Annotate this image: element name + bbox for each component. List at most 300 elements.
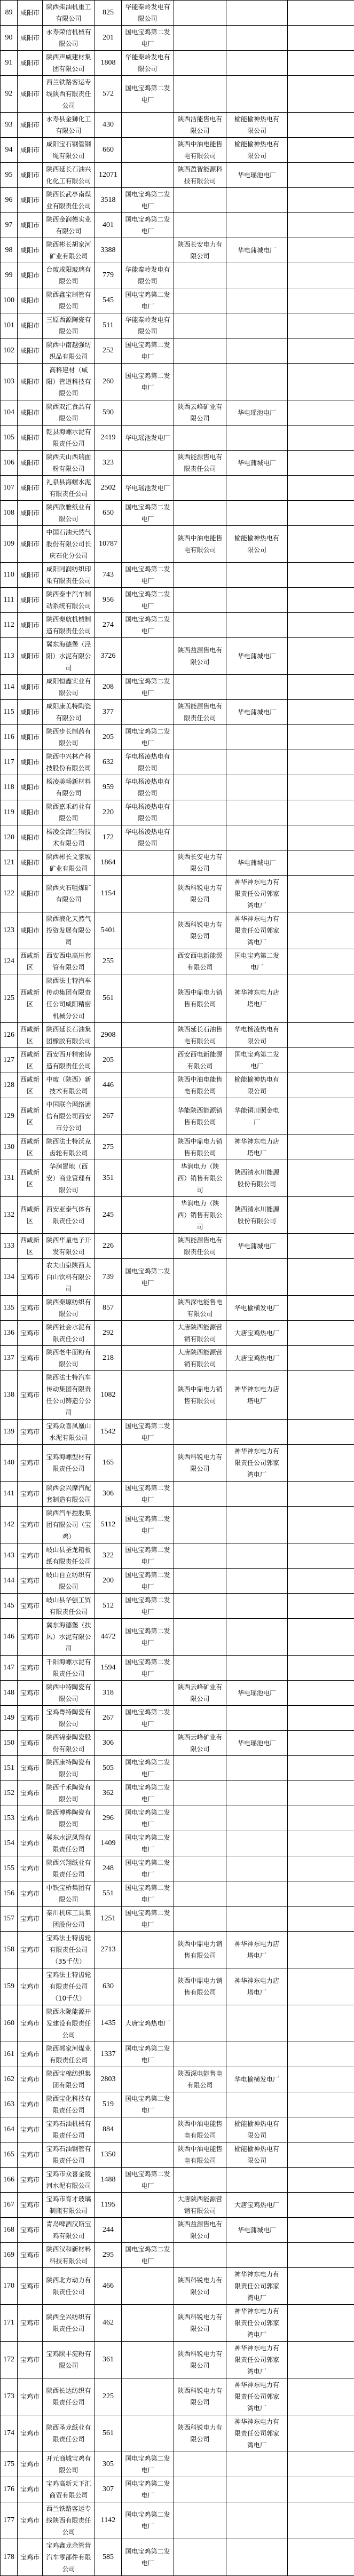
volume-cell: 1488 bbox=[95, 2168, 122, 2193]
direct-plant-cell: 国电宝鸡第二发电厂 bbox=[122, 725, 174, 750]
table-row bbox=[1, 638, 354, 675]
plant-cell bbox=[226, 2477, 288, 2502]
plant-cell: 神华神东电力店塔电厂 bbox=[226, 1371, 288, 1420]
company-cell: 台玻咸阳玻璃有限公司 bbox=[43, 263, 95, 288]
seller-cell: 大唐陕西能源营销有限公司 bbox=[174, 2193, 226, 2218]
volume-cell: 630 bbox=[95, 1968, 122, 2005]
company-cell: 陕西中特陶瓷有限公司 bbox=[43, 1681, 95, 1706]
row-number-cell: 163 bbox=[1, 2092, 18, 2117]
direct-plant-cell: 国电宝鸡第二发电厂 bbox=[122, 213, 174, 238]
seller-cell bbox=[174, 2452, 226, 2477]
blank-cell bbox=[288, 338, 354, 364]
row-number-cell: 114 bbox=[1, 675, 18, 700]
seller-cell: 西安西电新能源有限公司 bbox=[174, 1048, 226, 1073]
direct-plant-cell: 国电宝鸡第二发电厂 bbox=[122, 2452, 174, 2477]
row-number-cell: 178 bbox=[1, 2539, 18, 2576]
seller-cell: 西安西电新能源有限公司 bbox=[174, 949, 226, 974]
region-cell: 咸阳市 bbox=[18, 638, 43, 675]
row-number-cell: 94 bbox=[1, 138, 18, 163]
volume-cell: 956 bbox=[95, 588, 122, 613]
blank-cell bbox=[288, 1856, 354, 1881]
plant-cell: 神华神东电力有限责任公司郭家湾电厂 bbox=[226, 876, 288, 912]
region-cell: 咸阳市 bbox=[18, 364, 43, 400]
volume-cell: 1409 bbox=[95, 1831, 122, 1856]
seller-cell bbox=[174, 1569, 226, 1594]
blank-cell bbox=[288, 1135, 354, 1160]
table-row bbox=[1, 288, 354, 313]
table-row bbox=[1, 2218, 354, 2243]
plant-cell bbox=[226, 1594, 288, 1619]
seller-cell: 陕西中油电能售电有限公司 bbox=[174, 2142, 226, 2168]
plant-cell bbox=[226, 1420, 288, 1445]
row-number-cell: 105 bbox=[1, 426, 18, 451]
table-row bbox=[1, 675, 354, 700]
row-number-cell: 104 bbox=[1, 400, 18, 426]
region-cell: 西咸新区 bbox=[18, 1234, 43, 1259]
company-cell: 陕西宝化科技有限责任公司 bbox=[43, 2092, 95, 2117]
plant-cell: 华电蒲城电厂 bbox=[226, 638, 288, 675]
company-cell: 陕西长武亭南煤业有限责任公司 bbox=[43, 188, 95, 213]
seller-cell: 陕西中油电能售电有限公司 bbox=[174, 1073, 226, 1098]
seller-cell: 陕西中油电能售电有限公司 bbox=[174, 526, 226, 563]
plant-cell: 大唐宝鸡热电厂 bbox=[226, 1321, 288, 1346]
volume-cell: 292 bbox=[95, 1321, 122, 1346]
blank-cell bbox=[288, 1346, 354, 1371]
region-cell: 咸阳市 bbox=[18, 501, 43, 526]
plant-cell bbox=[226, 775, 288, 800]
seller-cell: 陕西中鼎电力销售有限公司 bbox=[174, 1135, 226, 1160]
direct-plant-cell bbox=[122, 912, 174, 949]
region-cell: 宝鸡市 bbox=[18, 2092, 43, 2117]
company-cell: 陕西博桦陶瓷有限公司 bbox=[43, 1806, 95, 1831]
seller-cell: 陕西科锐电力有限公司 bbox=[174, 876, 226, 912]
blank-cell bbox=[288, 1781, 354, 1806]
volume-cell: 511 bbox=[95, 313, 122, 338]
table-row bbox=[1, 2092, 354, 2117]
row-number-cell: 124 bbox=[1, 949, 18, 974]
region-cell: 宝鸡市 bbox=[18, 2452, 43, 2477]
company-cell: 三原西源陶瓷有限公司 bbox=[43, 313, 95, 338]
company-cell: 陕西中兴林产科技股份有限公司 bbox=[43, 750, 95, 775]
row-number-cell: 111 bbox=[1, 588, 18, 613]
direct-plant-cell: 国电宝鸡第二发电厂 bbox=[122, 1594, 174, 1619]
row-number-cell: 133 bbox=[1, 1234, 18, 1259]
seller-cell bbox=[174, 2005, 226, 2042]
direct-plant-cell bbox=[122, 2415, 174, 2452]
plant-cell: 华电瑶池电厂 bbox=[226, 163, 288, 188]
company-cell: 宝鸡众喜凤凰山水泥有限公司 bbox=[43, 1420, 95, 1445]
seller-cell: 陕西能源售电有限责任公司 bbox=[174, 700, 226, 725]
row-number-cell: 137 bbox=[1, 1346, 18, 1371]
direct-plant-cell: 国电宝鸡第二发电厂 bbox=[122, 501, 174, 526]
company-cell: 陕西法士特汽车传动集团有限责任公司咸阳精密机械分公司 bbox=[43, 974, 95, 1023]
company-cell: 千阳海螺水泥有限责任公司 bbox=[43, 1656, 95, 1681]
company-cell: 陕西康特陶瓷有限公司 bbox=[43, 1756, 95, 1781]
row-number-cell: 118 bbox=[1, 775, 18, 800]
direct-plant-cell bbox=[122, 1197, 174, 1234]
volume-cell: 1864 bbox=[95, 850, 122, 876]
table-row bbox=[1, 1259, 354, 1296]
plant-cell bbox=[226, 1831, 288, 1856]
table-row bbox=[1, 2067, 354, 2092]
row-number-cell: 112 bbox=[1, 613, 18, 638]
direct-plant-cell bbox=[122, 1048, 174, 1073]
region-cell: 咸阳市 bbox=[18, 313, 43, 338]
plant-cell bbox=[226, 1619, 288, 1656]
region-cell: 咸阳市 bbox=[18, 563, 43, 588]
volume-cell: 466 bbox=[95, 2268, 122, 2305]
volume-cell: 572 bbox=[95, 76, 122, 113]
region-cell: 宝鸡市 bbox=[18, 1706, 43, 1731]
seller-cell: 华润电力（陕西）销售有限公司 bbox=[174, 1197, 226, 1234]
blank-cell bbox=[288, 675, 354, 700]
blank-cell bbox=[288, 2268, 354, 2305]
seller-cell bbox=[174, 675, 226, 700]
company-cell: 宝鸡鑫龙余管营汽车零部件有限公司 bbox=[43, 2539, 95, 2576]
direct-plant-cell bbox=[122, 1160, 174, 1197]
volume-cell: 306 bbox=[95, 1731, 122, 1756]
region-cell: 宝鸡市 bbox=[18, 1482, 43, 1507]
blank-cell bbox=[288, 1569, 354, 1594]
blank-cell bbox=[288, 2117, 354, 2142]
volume-cell: 561 bbox=[95, 974, 122, 1023]
seller-cell: 陕西能源售电有限责任公司 bbox=[174, 1234, 226, 1259]
plant-cell bbox=[226, 426, 288, 451]
table-row bbox=[1, 476, 354, 501]
region-cell: 宝鸡市 bbox=[18, 1371, 43, 1420]
plant-cell: 华电榆横发电厂 bbox=[226, 1296, 288, 1321]
seller-cell bbox=[174, 1856, 226, 1881]
company-cell: 陕西永陇能源开发建设有限责任公司 bbox=[43, 2005, 95, 2042]
seller-cell bbox=[174, 2092, 226, 2117]
direct-plant-cell: 国电宝鸡第二发电厂 bbox=[122, 364, 174, 400]
company-cell: 咸阳康美特陶瓷有限公司 bbox=[43, 700, 95, 725]
plant-cell: 神华神东电力店塔电厂 bbox=[226, 1968, 288, 2005]
volume-cell: 519 bbox=[95, 2092, 122, 2117]
region-cell: 宝鸡市 bbox=[18, 1756, 43, 1781]
volume-cell: 245 bbox=[95, 1197, 122, 1234]
company-cell: 杨凌美畅新材料有限公司 bbox=[43, 775, 95, 800]
company-cell: 陕西千禾陶瓷有限公司 bbox=[43, 1781, 95, 1806]
blank-cell bbox=[288, 1259, 354, 1296]
plant-cell: 大唐宝鸡热电厂 bbox=[226, 2193, 288, 2218]
region-cell: 宝鸡市 bbox=[18, 1445, 43, 1482]
region-cell: 咸阳市 bbox=[18, 700, 43, 725]
direct-plant-cell: 国电宝鸡第二发电厂 bbox=[122, 1656, 174, 1681]
direct-plant-cell: 国电宝鸡第二发电厂 bbox=[122, 2477, 174, 2502]
volume-cell: 208 bbox=[95, 675, 122, 700]
region-cell: 宝鸡市 bbox=[18, 2477, 43, 2502]
plant-cell bbox=[226, 1482, 288, 1507]
region-cell: 咸阳市 bbox=[18, 912, 43, 949]
blank-cell bbox=[288, 613, 354, 638]
plant-cell bbox=[226, 213, 288, 238]
row-number-cell: 130 bbox=[1, 1135, 18, 1160]
plant-cell: 华电杨凌热电有限公司 bbox=[226, 1023, 288, 1048]
region-cell: 宝鸡市 bbox=[18, 2042, 43, 2067]
company-cell: 咸阳同润纺织印染有限责任公司 bbox=[43, 563, 95, 588]
table-row bbox=[1, 1543, 354, 1569]
plant-cell: 华电蒲城电厂 bbox=[226, 238, 288, 263]
blank-cell bbox=[288, 476, 354, 501]
row-number-cell: 119 bbox=[1, 800, 18, 825]
plant-cell: 神华神东电力有限责任公司郭家湾电厂 bbox=[226, 2305, 288, 2342]
plant-cell: 华电榆横发电厂 bbox=[226, 2067, 288, 2092]
seller-cell: 陕西云峰矿业有限公司 bbox=[174, 400, 226, 426]
blank-cell bbox=[288, 1681, 354, 1706]
seller-cell: 陕西科锐电力有限公司 bbox=[174, 2268, 226, 2305]
table-row bbox=[1, 2539, 354, 2576]
company-cell: 陕西兴翔纸业有限责任公司 bbox=[43, 1856, 95, 1881]
volume-cell: 307 bbox=[95, 2477, 122, 2502]
direct-plant-cell: 华电杨凌热电有限公司 bbox=[122, 800, 174, 825]
table-row bbox=[1, 850, 354, 876]
seller-cell bbox=[174, 76, 226, 113]
row-number-cell: 161 bbox=[1, 2042, 18, 2067]
table-body bbox=[1, 1, 354, 2576]
blank-cell bbox=[288, 1321, 354, 1346]
volume-cell: 446 bbox=[95, 1073, 122, 1098]
region-cell: 咸阳市 bbox=[18, 750, 43, 775]
direct-plant-cell: 大唐宝鸡热电厂 bbox=[122, 2005, 174, 2042]
seller-cell bbox=[174, 2539, 226, 2576]
region-cell: 宝鸡市 bbox=[18, 1543, 43, 1569]
seller-cell: 陕西云峰矿业有限公司 bbox=[174, 1681, 226, 1706]
direct-plant-cell: 华电瑶池发电厂 bbox=[122, 426, 174, 451]
direct-plant-cell: 国电宝鸡第二发电厂 bbox=[122, 1543, 174, 1569]
plant-cell bbox=[226, 1907, 288, 1932]
direct-plant-cell bbox=[122, 1234, 174, 1259]
plant-cell: 华电瑶池电厂 bbox=[226, 400, 288, 426]
company-cell: 宝鸡陕丰淀粉有限公司 bbox=[43, 2342, 95, 2378]
company-cell: 陕西华星电子开发有限公司 bbox=[43, 1234, 95, 1259]
direct-plant-cell bbox=[122, 2342, 174, 2378]
region-cell: 宝鸡市 bbox=[18, 2415, 43, 2452]
table-row bbox=[1, 2168, 354, 2193]
seller-cell bbox=[174, 1907, 226, 1932]
seller-cell: 陕西能源售电有限责任公司 bbox=[174, 451, 226, 476]
seller-cell bbox=[174, 1881, 226, 1907]
direct-plant-cell bbox=[122, 2067, 174, 2092]
row-number-cell: 90 bbox=[1, 26, 18, 51]
volume-cell: 743 bbox=[95, 563, 122, 588]
direct-plant-cell: 国电宝鸡第二发电厂 bbox=[122, 1507, 174, 1543]
row-number-cell: 140 bbox=[1, 1445, 18, 1482]
table-row bbox=[1, 912, 354, 949]
row-number-cell: 156 bbox=[1, 1881, 18, 1907]
table-row bbox=[1, 775, 354, 800]
volume-cell: 884 bbox=[95, 2117, 122, 2142]
row-number-cell: 106 bbox=[1, 451, 18, 476]
table-row bbox=[1, 563, 354, 588]
blank-cell bbox=[288, 1073, 354, 1098]
table-row bbox=[1, 750, 354, 775]
seller-cell bbox=[174, 775, 226, 800]
plant-cell: 陕西清水川能源股份有限公司 bbox=[226, 1197, 288, 1234]
seller-cell bbox=[174, 750, 226, 775]
table-row bbox=[1, 1420, 354, 1445]
company-cell: 岐山县华强工贸有限责任公司 bbox=[43, 1594, 95, 1619]
blank-cell bbox=[288, 1968, 354, 2005]
direct-plant-cell bbox=[122, 2268, 174, 2305]
region-cell: 宝鸡市 bbox=[18, 1420, 43, 1445]
seller-cell: 华能陕西能源销售有限公司 bbox=[174, 1098, 226, 1135]
plant-cell bbox=[226, 1259, 288, 1296]
table-row bbox=[1, 725, 354, 750]
seller-cell: 大唐陕西能源营销有限公司 bbox=[174, 1346, 226, 1371]
seller-cell: 陕西益源售电有限公司 bbox=[174, 2218, 226, 2243]
plant-cell bbox=[226, 1856, 288, 1881]
plant-cell bbox=[226, 288, 288, 313]
table-row bbox=[1, 2142, 354, 2168]
company-cell: 陕西金润德实业有限公司 bbox=[43, 213, 95, 238]
table-row bbox=[1, 1731, 354, 1756]
direct-plant-cell bbox=[122, 2305, 174, 2342]
seller-cell: 陕西科锐电力有限公司 bbox=[174, 912, 226, 949]
seller-cell bbox=[174, 288, 226, 313]
direct-plant-cell bbox=[122, 1445, 174, 1482]
row-number-cell: 96 bbox=[1, 188, 18, 213]
region-cell: 西咸新区 bbox=[18, 1160, 43, 1197]
row-number-cell: 174 bbox=[1, 2415, 18, 2452]
row-number-cell: 99 bbox=[1, 263, 18, 288]
row-number-cell: 121 bbox=[1, 850, 18, 876]
row-number-cell: 109 bbox=[1, 526, 18, 563]
blank-cell bbox=[288, 138, 354, 163]
region-cell: 咸阳市 bbox=[18, 76, 43, 113]
seller-cell bbox=[174, 1259, 226, 1296]
blank-cell bbox=[288, 76, 354, 113]
volume-cell: 1142 bbox=[95, 2502, 122, 2539]
blank-cell bbox=[288, 2005, 354, 2042]
company-cell: 开元商城宝鸡有限公司 bbox=[43, 2452, 95, 2477]
company-cell: 中国石油天然气股份有限公司长庆石化分公司 bbox=[43, 526, 95, 563]
plant-cell bbox=[226, 364, 288, 400]
table-row bbox=[1, 2378, 354, 2415]
volume-cell: 505 bbox=[95, 1756, 122, 1781]
company-cell: 杨凌金海生物技术有限公司 bbox=[43, 825, 95, 850]
seller-cell bbox=[174, 1656, 226, 1681]
company-cell: 岐山县圣龙箱板纸有限责任公司 bbox=[43, 1543, 95, 1569]
row-number-cell: 107 bbox=[1, 476, 18, 501]
company-cell: 乾县海螺水泥有限责任公司 bbox=[43, 426, 95, 451]
plant-cell bbox=[226, 2539, 288, 2576]
table-row bbox=[1, 974, 354, 1023]
row-number-cell: 167 bbox=[1, 2193, 18, 2218]
blank-cell bbox=[288, 775, 354, 800]
blank-cell bbox=[288, 2168, 354, 2193]
volume-cell: 226 bbox=[95, 1234, 122, 1259]
volume-cell: 512 bbox=[95, 1594, 122, 1619]
volume-cell: 252 bbox=[95, 338, 122, 364]
seller-cell: 陕西科锐电力有限公司 bbox=[174, 2415, 226, 2452]
volume-cell: 1542 bbox=[95, 1420, 122, 1445]
plant-cell bbox=[226, 1806, 288, 1831]
seller-cell: 陕西深电能售电有限公司 bbox=[174, 1296, 226, 1321]
seller-cell bbox=[174, 1, 226, 26]
plant-cell bbox=[226, 2005, 288, 2042]
company-cell: 陕西汉和新材料科技有限公司 bbox=[43, 2243, 95, 2268]
seller-cell bbox=[174, 2042, 226, 2067]
blank-cell bbox=[288, 26, 354, 51]
seller-cell bbox=[174, 588, 226, 613]
row-number-cell: 172 bbox=[1, 2342, 18, 2378]
blank-cell bbox=[288, 700, 354, 725]
company-cell: 咸阳恒鑫实业有限公司 bbox=[43, 675, 95, 700]
plant-cell: 榆能榆神热电有限公司 bbox=[226, 526, 288, 563]
volume-cell: 1594 bbox=[95, 1656, 122, 1681]
blank-cell bbox=[288, 1160, 354, 1197]
company-cell: 西安西电高压套管有限公司 bbox=[43, 949, 95, 974]
seller-cell bbox=[174, 1806, 226, 1831]
seller-cell bbox=[174, 313, 226, 338]
direct-plant-cell bbox=[122, 1681, 174, 1706]
volume-cell: 5112 bbox=[95, 1507, 122, 1543]
company-cell: 陕西中南越强纺织品有限公司 bbox=[43, 338, 95, 364]
blank-cell bbox=[288, 238, 354, 263]
company-cell: 岐山自立纺织有限公司 bbox=[43, 1569, 95, 1594]
volume-cell: 1154 bbox=[95, 876, 122, 912]
seller-cell: 陕西中油电能售电有限公司 bbox=[174, 2117, 226, 2142]
row-number-cell: 169 bbox=[1, 2243, 18, 2268]
row-number-cell: 89 bbox=[1, 1, 18, 26]
row-number-cell: 160 bbox=[1, 2005, 18, 2042]
blank-cell bbox=[288, 1594, 354, 1619]
table-row bbox=[1, 1656, 354, 1681]
plant-cell bbox=[226, 675, 288, 700]
plant-cell: 神华神东电力店塔电厂 bbox=[226, 1135, 288, 1160]
volume-cell: 3726 bbox=[95, 638, 122, 675]
blank-cell bbox=[288, 426, 354, 451]
plant-cell bbox=[226, 1569, 288, 1594]
direct-plant-cell: 国电宝鸡第二发电厂 bbox=[122, 76, 174, 113]
company-cell: 陕西彬长胡家河矿业有限公司 bbox=[43, 238, 95, 263]
plant-cell: 神华神东电力有限责任公司郭家湾电厂 bbox=[226, 912, 288, 949]
volume-cell: 351 bbox=[95, 1160, 122, 1197]
company-cell: 宝鸡海螺型材有限责任公司 bbox=[43, 1445, 95, 1482]
blank-cell bbox=[288, 2415, 354, 2452]
company-cell: 宝鸡市众喜金陵河水泥有限公司 bbox=[43, 2168, 95, 2193]
region-cell: 咸阳市 bbox=[18, 451, 43, 476]
company-cell: 宝鸡法士特齿轮有限责任公司（10千伏） bbox=[43, 1968, 95, 2005]
volume-cell: 306 bbox=[95, 1482, 122, 1507]
company-cell: 冀东海德堡（扶风）水泥有限公司 bbox=[43, 1619, 95, 1656]
blank-cell bbox=[288, 750, 354, 775]
row-number-cell: 110 bbox=[1, 563, 18, 588]
direct-plant-cell bbox=[122, 451, 174, 476]
blank-cell bbox=[288, 1234, 354, 1259]
company-cell: 秦川机床工具集团股份公司 bbox=[43, 1907, 95, 1932]
plant-cell bbox=[226, 51, 288, 76]
seller-cell: 陕西科锐电力有限公司 bbox=[174, 2378, 226, 2415]
seller-cell: 陕西延长石油售电有限公司 bbox=[174, 1023, 226, 1048]
blank-cell bbox=[288, 2092, 354, 2117]
seller-cell bbox=[174, 263, 226, 288]
region-cell: 宝鸡市 bbox=[18, 1259, 43, 1296]
company-cell: 陕西法士特沃克齿轮有限公司 bbox=[43, 1135, 95, 1160]
plant-cell bbox=[226, 26, 288, 51]
blank-cell bbox=[288, 364, 354, 400]
volume-cell: 362 bbox=[95, 1781, 122, 1806]
region-cell: 咸阳市 bbox=[18, 613, 43, 638]
plant-cell: 榆能榆神热电有限公司 bbox=[226, 138, 288, 163]
table-row bbox=[1, 1135, 354, 1160]
blank-cell bbox=[288, 1907, 354, 1932]
volume-cell: 274 bbox=[95, 613, 122, 638]
seller-cell: 陕西科锐电力有限公司 bbox=[174, 1445, 226, 1482]
region-cell: 宝鸡市 bbox=[18, 1681, 43, 1706]
blank-cell bbox=[288, 51, 354, 76]
